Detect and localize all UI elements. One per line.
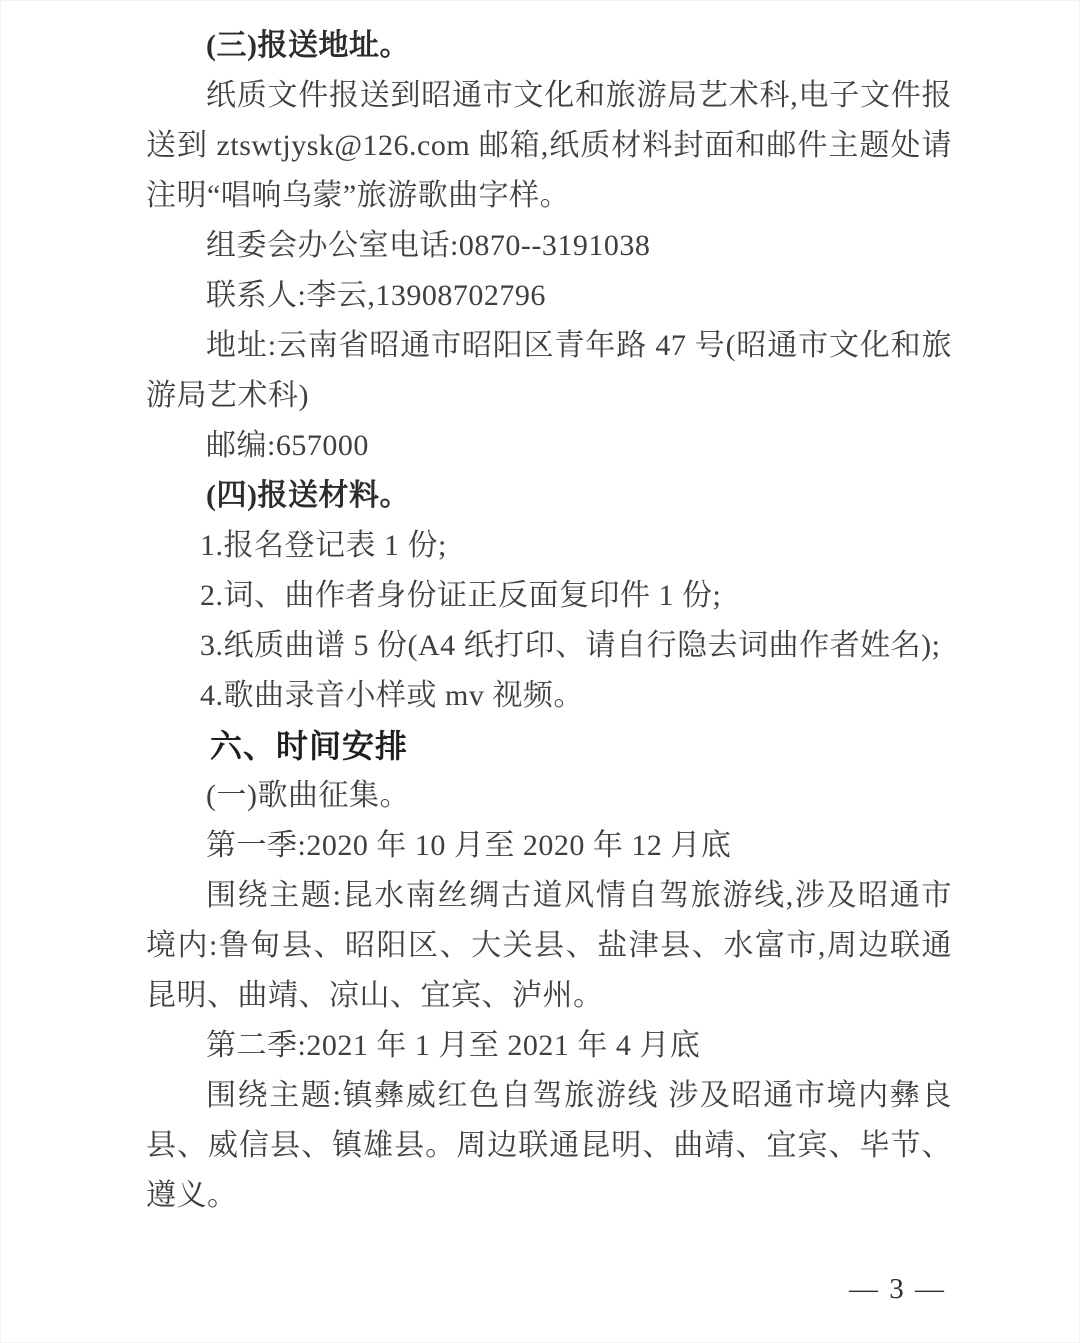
subsection-heading-4: (四)报送材料。 xyxy=(206,479,410,512)
season-2-theme-paragraph: 围绕主题:镇彝威红色自驾旅游线 涉及昭通市境内彝良县、威信县、镇雄县。周边联通昆明、曲靖、宜宾、毕节、遵义。 xyxy=(146,1079,952,1212)
contact-person-line: 联系人:李云,13908702796 xyxy=(206,279,546,312)
postal-code-line: 邮编:657000 xyxy=(206,429,369,462)
page-number: — 3 — xyxy=(849,1273,946,1305)
mailing-address-line: 地址:云南省昭通市昭阳区青年路 47 号(昭通市文化和旅游局艺术科) xyxy=(146,329,952,412)
office-phone-line: 组委会办公室电话:0870--3191038 xyxy=(206,229,651,262)
section-heading-6: 六、时间安排 xyxy=(210,728,409,764)
material-item-3: 3.纸质曲谱 5 份(A4 纸打印、请自行隐去词曲作者姓名); xyxy=(200,629,941,662)
subsection-heading-3: (三)报送地址。 xyxy=(206,29,410,62)
season-1-dates-line: 第一季:2020 年 10 月至 2020 年 12 月底 xyxy=(206,829,732,862)
material-item-1: 1.报名登记表 1 份; xyxy=(200,529,447,562)
submission-address-paragraph: 纸质文件报送到昭通市文化和旅游局艺术科,电子文件报送到 ztswtjysk@126.com 邮箱,纸质材料封面和邮件主题处请注明“唱响乌蒙”旅游歌曲字样。 xyxy=(146,79,952,212)
material-item-4: 4.歌曲录音小样或 mv 视频。 xyxy=(200,679,584,712)
document-content xyxy=(146,21,952,1221)
season-1-theme-paragraph: 围绕主题:昆水南丝绸古道风情自驾旅游线,涉及昭通市境内:鲁甸县、昭阳区、大关县、盐津县、水富市,周边联通昆明、曲靖、凉山、宜宾、泸州。 xyxy=(146,879,952,1012)
subsection-heading-1: (一)歌曲征集。 xyxy=(206,779,410,812)
material-item-2: 2.词、曲作者身份证正反面复印件 1 份; xyxy=(200,579,722,612)
season-2-dates-line: 第二季:2021 年 1 月至 2021 年 4 月底 xyxy=(206,1029,701,1062)
